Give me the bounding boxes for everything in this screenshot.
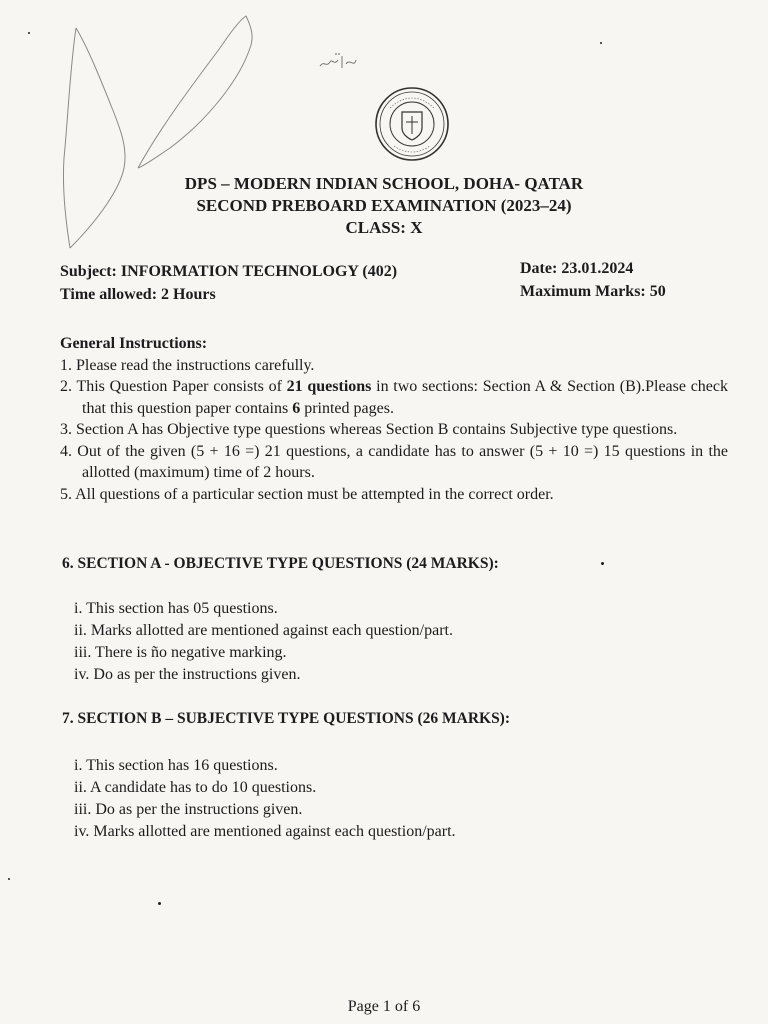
maximum-marks: Maximum Marks: 50: [520, 283, 666, 300]
scan-speck: [600, 42, 602, 44]
instruction-item: 3. Section A has Objective type questions whereas Section B contains Subjective type questions.: [60, 421, 678, 438]
exam-title: SECOND PREBOARD EXAMINATION (2023–24): [196, 196, 572, 215]
time-allowed: Time allowed: 2 Hours: [60, 286, 216, 303]
subject-label: Subject: INFORMATION TECHNOLOGY (402): [60, 263, 398, 280]
list-item: ii. A candidate has to do 10 questions.: [74, 779, 317, 796]
exam-date: Date: 23.01.2024: [520, 260, 634, 277]
scan-speck: [28, 32, 30, 34]
list-item: iv. Do as per the instructions given.: [74, 666, 301, 683]
class-label: CLASS: X: [345, 218, 423, 237]
page-number: Page 1 of 6: [347, 998, 421, 1015]
section-a-heading: 6. SECTION A - OBJECTIVE TYPE QUESTIONS (24 MARKS):: [62, 555, 499, 572]
section-b-list: [74, 755, 456, 843]
section-a-list: [74, 598, 453, 686]
handwritten-note: [316, 50, 360, 74]
list-item: i. This section has 16 questions.: [74, 757, 278, 774]
general-instructions: [60, 333, 728, 505]
list-item: iii. Do as per the instructions given.: [74, 801, 303, 818]
scan-speck: [8, 878, 10, 880]
list-item: iii. There is ño negative marking.: [74, 644, 287, 661]
instruction-item: 4. Out of the given (5 + 16 =) 21 questions, a candidate has to answer (5 + 10 =) 15 questions in the allotted (maximum) time of 2 hours.: [60, 442, 728, 481]
scan-speck: [601, 562, 604, 565]
list-item: iv. Marks allotted are mentioned against each question/part.: [74, 823, 456, 840]
school-name: DPS – MODERN INDIAN SCHOOL, DOHA- QATAR: [184, 174, 584, 193]
list-item: ii. Marks allotted are mentioned against each question/part.: [74, 622, 453, 639]
scan-speck: [158, 902, 161, 905]
list-item: i. This section has 05 questions.: [74, 600, 278, 617]
school-seal-logo: [374, 86, 450, 162]
general-instructions-heading: General Instructions:: [60, 335, 208, 352]
section-b-heading: 7. SECTION B – SUBJECTIVE TYPE QUESTIONS (26 MARKS):: [62, 710, 511, 727]
instruction-item: 5. All questions of a particular section must be attempted in the correct order.: [60, 485, 554, 503]
instruction-item: 2. This Question Paper consists of 21 questions in two sections: Section A & Section (B).Please check that this question paper contains 6 printed pages.: [60, 378, 728, 417]
instruction-item: 1. Please read the instructions carefully.: [60, 356, 315, 374]
